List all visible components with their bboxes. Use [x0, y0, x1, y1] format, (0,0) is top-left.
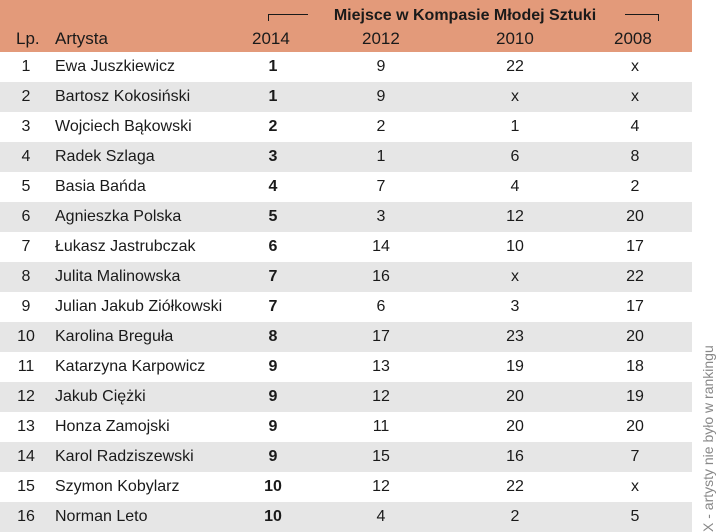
cell-y2008: 17: [626, 238, 644, 255]
cell-name: Katarzyna Karpowicz: [55, 358, 206, 375]
cell-name: Karolina Breguła: [55, 328, 174, 345]
cell-lp: 2: [21, 88, 31, 105]
cell-y2014: 9: [268, 418, 278, 435]
cell-lp: 11: [17, 358, 35, 375]
cell-y2014: 7: [268, 268, 278, 285]
cell-y2014: 10: [264, 478, 282, 495]
cell-y2008: x: [631, 88, 639, 105]
cell-lp: 10: [17, 328, 35, 345]
cell-y2010: x: [511, 88, 519, 105]
cell-y2008: 2: [630, 178, 640, 195]
table-row: [0, 262, 692, 292]
cell-y2014: 5: [268, 208, 278, 225]
cell-y2012: 9: [376, 58, 386, 75]
cell-name: Jakub Ciężki: [55, 388, 146, 405]
table-row: [0, 412, 692, 442]
cell-y2010: 22: [506, 58, 524, 75]
table-header: [0, 0, 692, 52]
cell-y2008: 8: [630, 148, 640, 165]
cell-y2010: 2: [510, 508, 520, 525]
cell-name: Norman Leto: [55, 508, 148, 525]
column-header-2012: 2012: [362, 29, 400, 48]
cell-y2008: x: [631, 58, 639, 75]
cell-lp: 14: [17, 448, 35, 465]
cell-y2008: 5: [630, 508, 640, 525]
table-row: [0, 472, 692, 502]
cell-name: Radek Szlaga: [55, 148, 155, 165]
cell-y2012: 6: [376, 298, 386, 315]
cell-y2010: 20: [506, 388, 524, 405]
cell-y2012: 12: [372, 388, 390, 405]
table-row: [0, 232, 692, 262]
cell-y2010: 22: [506, 478, 524, 495]
cell-y2012: 2: [376, 118, 386, 135]
table-row: [0, 172, 692, 202]
cell-y2010: 10: [506, 238, 524, 255]
table-row: [0, 82, 692, 112]
cell-lp: 12: [17, 388, 35, 405]
group-title-text: Miejsce w Kompasie Młodej Sztuki: [328, 7, 602, 24]
table-row: [0, 112, 692, 142]
cell-y2010: 23: [506, 328, 524, 345]
cell-y2014: 4: [268, 178, 278, 195]
table-row: [0, 442, 692, 472]
cell-name: Agnieszka Polska: [55, 208, 182, 225]
table-row: [0, 322, 692, 352]
cell-y2014: 3: [268, 148, 278, 165]
cell-y2014: 9: [268, 448, 278, 465]
cell-lp: 9: [21, 298, 31, 315]
cell-y2008: 19: [626, 388, 644, 405]
cell-y2012: 12: [372, 478, 390, 495]
cell-name: Wojciech Bąkowski: [55, 118, 192, 135]
cell-y2008: 7: [630, 448, 640, 465]
cell-name: Julian Jakub Ziółkowski: [55, 298, 223, 315]
column-header-2014: 2014: [252, 29, 290, 48]
cell-name: Łukasz Jastrubczak: [55, 238, 196, 255]
cell-lp: 4: [21, 148, 31, 165]
column-header-2008: 2008: [614, 29, 652, 48]
cell-y2012: 13: [372, 358, 390, 375]
cell-y2008: x: [631, 478, 639, 495]
cell-name: Julita Malinowska: [55, 268, 181, 285]
cell-y2012: 16: [372, 268, 390, 285]
cell-y2012: 15: [372, 448, 390, 465]
table-row: [0, 352, 692, 382]
cell-y2014: 1: [268, 58, 278, 75]
cell-y2014: 9: [268, 358, 278, 375]
cell-y2008: 17: [626, 298, 644, 315]
table-body: [0, 52, 692, 532]
cell-lp: 1: [21, 58, 31, 75]
cell-y2014: 2: [268, 118, 278, 135]
cell-y2014: 8: [268, 328, 278, 345]
group-title: [266, 5, 664, 27]
cell-y2014: 9: [268, 388, 278, 405]
cell-y2014: 1: [268, 88, 278, 105]
column-header-2010: 2010: [496, 29, 534, 48]
table-row: [0, 52, 692, 82]
cell-lp: 6: [21, 208, 31, 225]
side-note: X - artysty nie było w rankingu: [700, 345, 716, 532]
cell-y2014: 10: [264, 508, 282, 525]
cell-y2010: 4: [510, 178, 520, 195]
table-row: [0, 142, 692, 172]
cell-lp: 7: [21, 238, 31, 255]
cell-lp: 8: [21, 268, 31, 285]
cell-y2010: 3: [510, 298, 520, 315]
cell-y2010: x: [511, 268, 519, 285]
cell-y2014: 6: [268, 238, 278, 255]
cell-name: Basia Bańda: [55, 178, 146, 195]
cell-y2012: 3: [376, 208, 386, 225]
cell-y2010: 20: [506, 418, 524, 435]
column-header-lp: Lp.: [16, 29, 40, 48]
cell-name: Ewa Juszkiewicz: [55, 58, 176, 75]
cell-lp: 3: [21, 118, 31, 135]
cell-y2012: 1: [376, 148, 386, 165]
cell-y2010: 12: [506, 208, 524, 225]
table-row: [0, 292, 692, 322]
cell-y2010: 19: [506, 358, 524, 375]
cell-lp: 13: [17, 418, 35, 435]
cell-lp: 16: [17, 508, 35, 525]
cell-y2012: 14: [372, 238, 390, 255]
column-header-artist: Artysta: [55, 29, 108, 48]
cell-y2014: 7: [268, 298, 278, 315]
cell-y2008: 20: [626, 208, 644, 225]
cell-y2012: 17: [372, 328, 390, 345]
cell-y2012: 11: [372, 418, 390, 435]
cell-y2010: 1: [510, 118, 520, 135]
cell-name: Szymon Kobylarz: [55, 478, 180, 495]
cell-y2010: 6: [510, 148, 520, 165]
table-row: [0, 202, 692, 232]
cell-y2008: 22: [626, 268, 644, 285]
cell-name: Bartosz Kokosiński: [55, 88, 191, 105]
cell-name: Honza Zamojski: [55, 418, 170, 435]
cell-y2008: 20: [626, 328, 644, 345]
cell-lp: 5: [21, 178, 31, 195]
cell-y2012: 9: [376, 88, 386, 105]
cell-y2012: 4: [376, 508, 386, 525]
cell-y2008: 20: [626, 418, 644, 435]
cell-y2012: 7: [376, 178, 386, 195]
cell-y2008: 18: [626, 358, 644, 375]
table-row: [0, 382, 692, 412]
table-row: [0, 502, 692, 532]
cell-lp: 15: [17, 478, 35, 495]
cell-y2010: 16: [506, 448, 524, 465]
cell-y2008: 4: [630, 118, 640, 135]
cell-name: Karol Radziszewski: [55, 448, 194, 465]
